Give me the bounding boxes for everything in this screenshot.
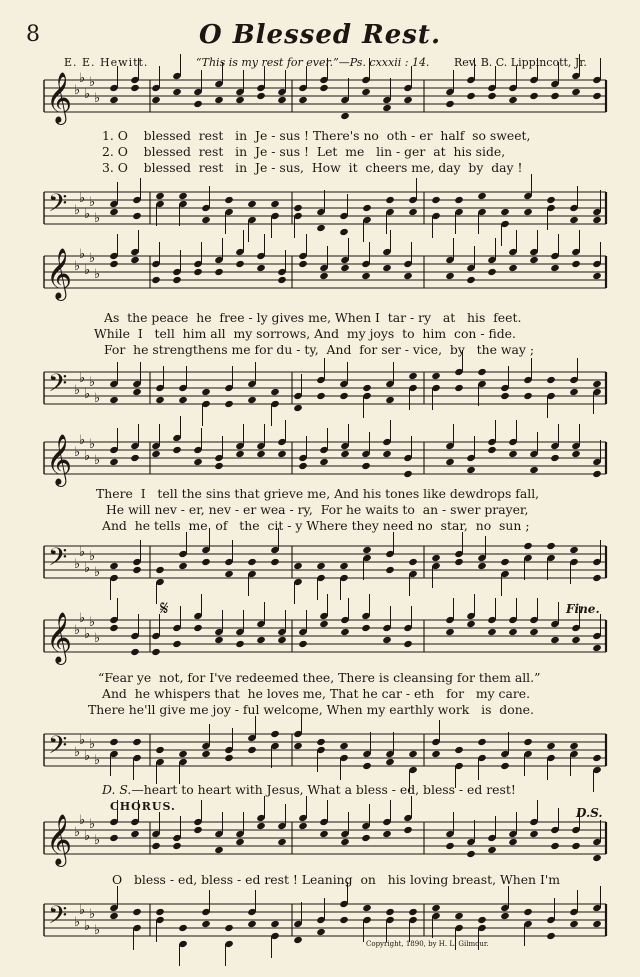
svg-text:♭: ♭: [74, 83, 81, 98]
lyric-line-5-1: O bless - ed, bless - ed rest ! Leaning on his loving breast, When I'm: [112, 872, 561, 887]
svg-text:♭: ♭: [84, 749, 91, 764]
svg-text:♭: ♭: [79, 903, 86, 918]
svg-text:♭: ♭: [84, 561, 91, 576]
svg-text:♭: ♭: [79, 433, 86, 448]
hymn-title: O Blessed Rest.: [199, 20, 441, 50]
svg-text:𝄞: 𝄞: [46, 814, 73, 865]
lyric-line-2-2: While I tell him all my sorrows, And my joys to him con - fide.: [94, 326, 516, 341]
svg-text:♭: ♭: [94, 753, 101, 768]
svg-text:♭: ♭: [74, 623, 81, 638]
svg-text:♭: ♭: [79, 813, 86, 828]
copyright-notice: Copyright, 1890, by H. L. Gilmour.: [366, 940, 489, 948]
svg-text:♭: ♭: [74, 203, 81, 218]
svg-text:♭: ♭: [89, 615, 96, 630]
lyric-line-2-3: For he strengthens me for du - ty, And for ser - vice, by the way ;: [104, 342, 535, 357]
svg-text:♭: ♭: [94, 453, 101, 468]
svg-text:♭: ♭: [94, 267, 101, 282]
svg-text:♭: ♭: [79, 733, 86, 748]
segno-sign: 𝄋: [160, 596, 169, 620]
svg-text:♭: ♭: [74, 915, 81, 930]
svg-text:♭: ♭: [79, 371, 86, 386]
lyricist-credit: E. E. Hewitt.: [64, 56, 149, 69]
svg-text:♭: ♭: [94, 565, 101, 580]
svg-text:♭: ♭: [84, 387, 91, 402]
svg-text:𝄞: 𝄞: [46, 612, 73, 663]
svg-text:♭: ♭: [89, 195, 96, 210]
svg-text:♭: ♭: [79, 191, 86, 206]
svg-text:♭: ♭: [74, 745, 81, 760]
lyric-line-1-3: 3. O blessed rest in Je - sus, How it cheers me, day by day !: [102, 160, 523, 175]
svg-text:♭: ♭: [79, 71, 86, 86]
svg-text:♭: ♭: [74, 445, 81, 460]
svg-text:♭: ♭: [89, 737, 96, 752]
svg-text:♭: ♭: [84, 627, 91, 642]
lyric-line-3-3: And he tells me of the cit - y Where they need no star, no sun ;: [102, 518, 530, 533]
lyric-line-3-2: He will nev - er, nev - er wea - ry, For he waits to an - swer prayer,: [106, 502, 529, 517]
svg-text:𝄞: 𝄞: [46, 72, 73, 123]
scripture-reference: “This is my rest for ever.”—Ps. cxxxii : 14.: [196, 56, 430, 69]
svg-text:♭: ♭: [84, 207, 91, 222]
lyric-line-4-1: “Fear ye not, for I've redeemed thee, There is cleansing for them all.”: [98, 670, 541, 685]
svg-text:♭: ♭: [89, 437, 96, 452]
svg-text:♭: ♭: [89, 817, 96, 832]
lyric-line-1-2: 2. O blessed rest in Je - sus ! Let me lin - ger at his side,: [102, 144, 506, 159]
lyric-line-4-3: There he'll give me joy - ful welcome, When my earthly work is done.: [88, 702, 534, 717]
svg-text:♭: ♭: [89, 907, 96, 922]
svg-text:𝄢: 𝄢: [48, 369, 68, 404]
ds-label: D. S.: [102, 782, 132, 797]
svg-text:♭: ♭: [89, 251, 96, 266]
composer-credit: Rev. B. C. Lippincott, Jr.: [454, 56, 587, 69]
svg-text:♭: ♭: [94, 833, 101, 848]
svg-text:♭: ♭: [94, 91, 101, 106]
lyric-line-3-1: There I tell the sins that grieve me, And his tones like dewdrops fall,: [96, 486, 540, 501]
svg-text:♭: ♭: [89, 375, 96, 390]
svg-text:♭: ♭: [84, 87, 91, 102]
svg-text:♭: ♭: [84, 263, 91, 278]
svg-text:𝄞: 𝄞: [46, 434, 73, 485]
svg-text:𝄢: 𝄢: [48, 901, 68, 936]
svg-text:𝄢: 𝄢: [48, 731, 68, 766]
svg-text:𝄢: 𝄢: [48, 189, 68, 224]
lyric-line-1-1: 1. O blessed rest in Je - sus ! There's no oth - er half so sweet,: [102, 128, 531, 143]
svg-text:♭: ♭: [84, 919, 91, 934]
svg-text:♭: ♭: [74, 825, 81, 840]
svg-text:♭: ♭: [84, 829, 91, 844]
svg-text:♭: ♭: [74, 383, 81, 398]
lyric-line-4-2: And he whispers that he loves me, That he car - eth for my care.: [102, 686, 531, 701]
lyric-line-2-1: As the peace he free - ly gives me, When I tar - ry at his feet.: [104, 310, 522, 325]
svg-text:𝄞: 𝄞: [46, 248, 73, 299]
svg-text:♭: ♭: [94, 923, 101, 938]
page-number: 8: [26, 22, 40, 47]
fine-mark: Fine.: [566, 602, 600, 616]
svg-text:♭: ♭: [94, 391, 101, 406]
svg-text:♭: ♭: [79, 247, 86, 262]
svg-text:♭: ♭: [89, 75, 96, 90]
svg-text:♭: ♭: [94, 211, 101, 226]
chorus-label: CHORUS.: [110, 800, 176, 813]
svg-text:♭: ♭: [79, 611, 86, 626]
svg-text:𝄢: 𝄢: [48, 543, 68, 578]
svg-text:♭: ♭: [89, 549, 96, 564]
ds-mark: D.S.: [576, 806, 603, 820]
svg-text:♭: ♭: [79, 545, 86, 560]
svg-text:♭: ♭: [94, 631, 101, 646]
svg-text:♭: ♭: [74, 557, 81, 572]
svg-text:♭: ♭: [74, 259, 81, 274]
ds-text: —heart to heart with Jesus, What a bless - ed, bless - ed rest!: [131, 782, 516, 797]
svg-text:♭: ♭: [84, 449, 91, 464]
